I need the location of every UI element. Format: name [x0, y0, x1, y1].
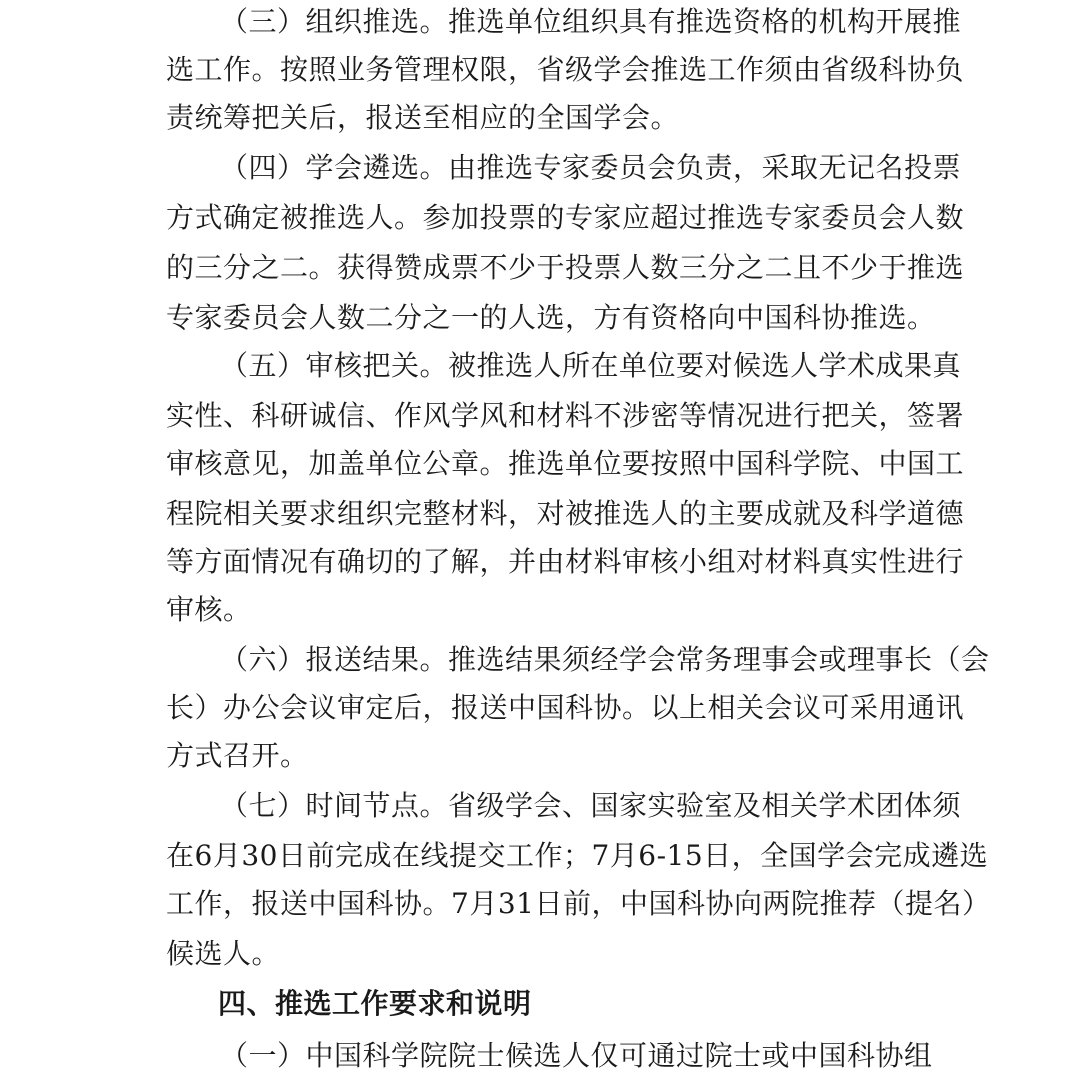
text-line-4: （四）学会遴选。由推选专家委员会负责，采取无记名投票: [220, 151, 962, 184]
text-line-14: （六）报送结果。推选结果须经学会常务理事会或理事长（会: [220, 643, 990, 676]
text-line-13: 审核。: [166, 593, 252, 626]
text-line-17: （七）时间节点。省级学会、国家实验室及相关学术团体须: [220, 789, 962, 822]
text-line-22: （一）中国科学院院士候选人仅可通过院士或中国科协组: [220, 1039, 933, 1072]
text-line-19: 工作，报送中国科协。7月31日前，中国科协向两院推荐（提名）: [166, 887, 991, 920]
text-line-7: 专家委员会人数二分之一的人选，方有资格向中国科协推选。: [166, 301, 936, 334]
text-line-5: 方式确定被推选人。参加投票的专家应超过推选专家委员会人数: [166, 201, 965, 234]
text-line-20: 候选人。: [166, 937, 281, 970]
text-line-10: 审核意见，加盖单位公章。推选单位要按照中国科学院、中国工: [166, 447, 965, 480]
text-line-15: 长）办公会议审定后，报送中国科协。以上相关会议可采用通讯: [166, 691, 965, 724]
text-line-12: 等方面情况有确切的了解，并由材料审核小组对材料真实性进行: [166, 545, 965, 578]
section-heading: 四、推选工作要求和说明: [218, 987, 532, 1020]
text-line-2: 选工作。按照业务管理权限，省级学会推选工作须由省级科协负: [166, 53, 965, 86]
text-line-6: 的三分之二。获得赞成票不少于投票人数三分之二且不少于推选: [166, 251, 965, 284]
text-line-16: 方式召开。: [166, 739, 309, 772]
text-line-9: 实性、科研诚信、作风学风和材料不涉密等情况进行把关，签署: [166, 399, 965, 432]
text-line-8: （五）审核把关。被推选人所在单位要对候选人学术成果真: [220, 349, 962, 382]
text-line-3: 责统筹把关后，报送至相应的全国学会。: [166, 101, 680, 134]
text-line-1: （三）组织推选。推选单位组织具有推选资格的机构开展推: [220, 5, 962, 38]
text-line-18: 在6月30日前完成在线提交工作；7月6-15日，全国学会完成遴选: [166, 839, 989, 872]
text-line-11: 程院相关要求组织完整材料，对被推选人的主要成就及科学道德: [166, 497, 965, 530]
